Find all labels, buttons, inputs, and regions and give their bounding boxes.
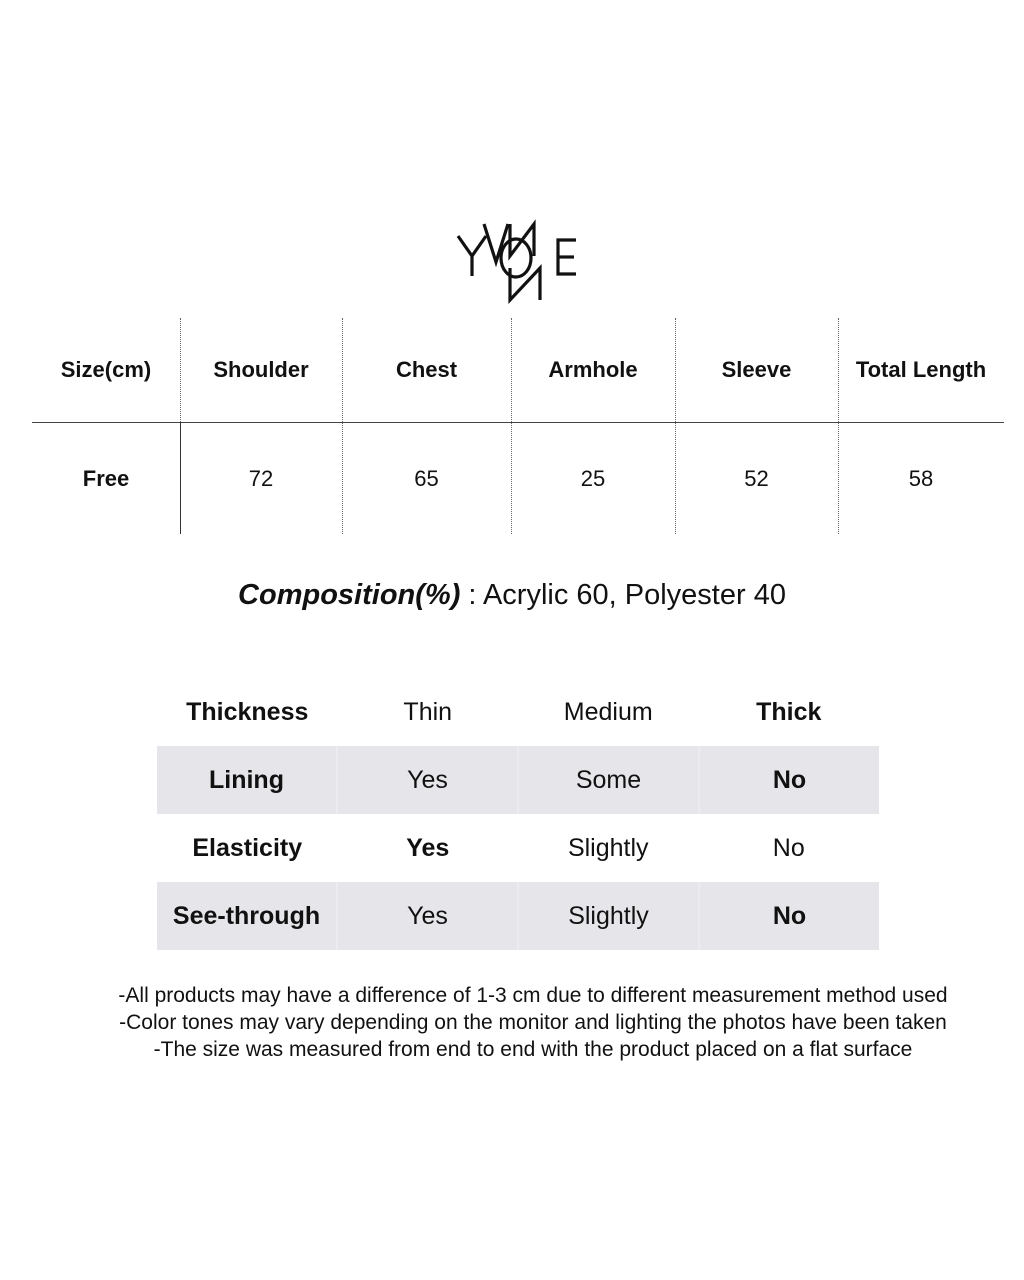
header-chest: Chest: [395, 357, 458, 382]
composition-line: [0, 575, 1024, 615]
fabric-properties-table: [157, 678, 879, 950]
value-chest: 65: [414, 466, 439, 491]
fabric-option: Some: [517, 746, 698, 814]
fabric-row-elasticity: [157, 814, 879, 882]
value-armhole: 25: [580, 466, 606, 491]
fabric-option: Slightly: [517, 882, 698, 950]
header-divider: [32, 422, 1004, 423]
fabric-row-label: See-through: [157, 882, 336, 950]
size-free: Free: [82, 466, 130, 491]
fabric-option-selected: No: [698, 746, 879, 814]
header-shoulder: Shoulder: [213, 357, 309, 382]
fabric-option-selected: Thick: [756, 697, 822, 726]
brand-logo: [456, 218, 582, 304]
composition-value: Acrylic 60, Polyester 40: [482, 579, 786, 611]
header-total-length: Total Length: [855, 357, 987, 382]
fabric-row-see-through: [157, 882, 879, 950]
note-line: -Color tones may vary depending on the monitor and lighting the photos have been taken: [119, 1011, 947, 1034]
fabric-row-label: Elasticity: [192, 833, 303, 862]
header-armhole: Armhole: [548, 357, 638, 382]
fabric-option: Medium: [563, 697, 653, 726]
fabric-row-label: Lining: [157, 746, 336, 814]
note-line: -The size was measured from end to end with the product placed on a flat surface: [153, 1038, 913, 1061]
composition-separator: :: [460, 579, 483, 611]
size-table: [32, 318, 1004, 534]
fabric-option: Yes: [336, 882, 517, 950]
fabric-row-label: Thickness: [186, 697, 309, 726]
fabric-option: No: [772, 833, 805, 862]
value-shoulder: 72: [248, 466, 274, 491]
composition-label: Composition(%): [238, 579, 461, 611]
fabric-option-selected: No: [698, 882, 879, 950]
fabric-option-selected: Yes: [406, 833, 450, 862]
header-sleeve: Sleeve: [721, 357, 792, 382]
note-line: -All products may have a difference of 1-3 cm due to different measurement method used: [118, 984, 948, 1007]
fabric-row-lining: [157, 746, 879, 814]
fabric-row-thickness: [157, 678, 879, 746]
fabric-option: Yes: [336, 746, 517, 814]
header-size: Size(cm): [60, 357, 152, 382]
fabric-option: Thin: [403, 697, 453, 726]
value-total-length: 58: [908, 466, 934, 491]
notes: [0, 982, 1024, 1063]
fabric-option: Slightly: [567, 833, 649, 862]
value-sleeve: 52: [744, 466, 769, 491]
